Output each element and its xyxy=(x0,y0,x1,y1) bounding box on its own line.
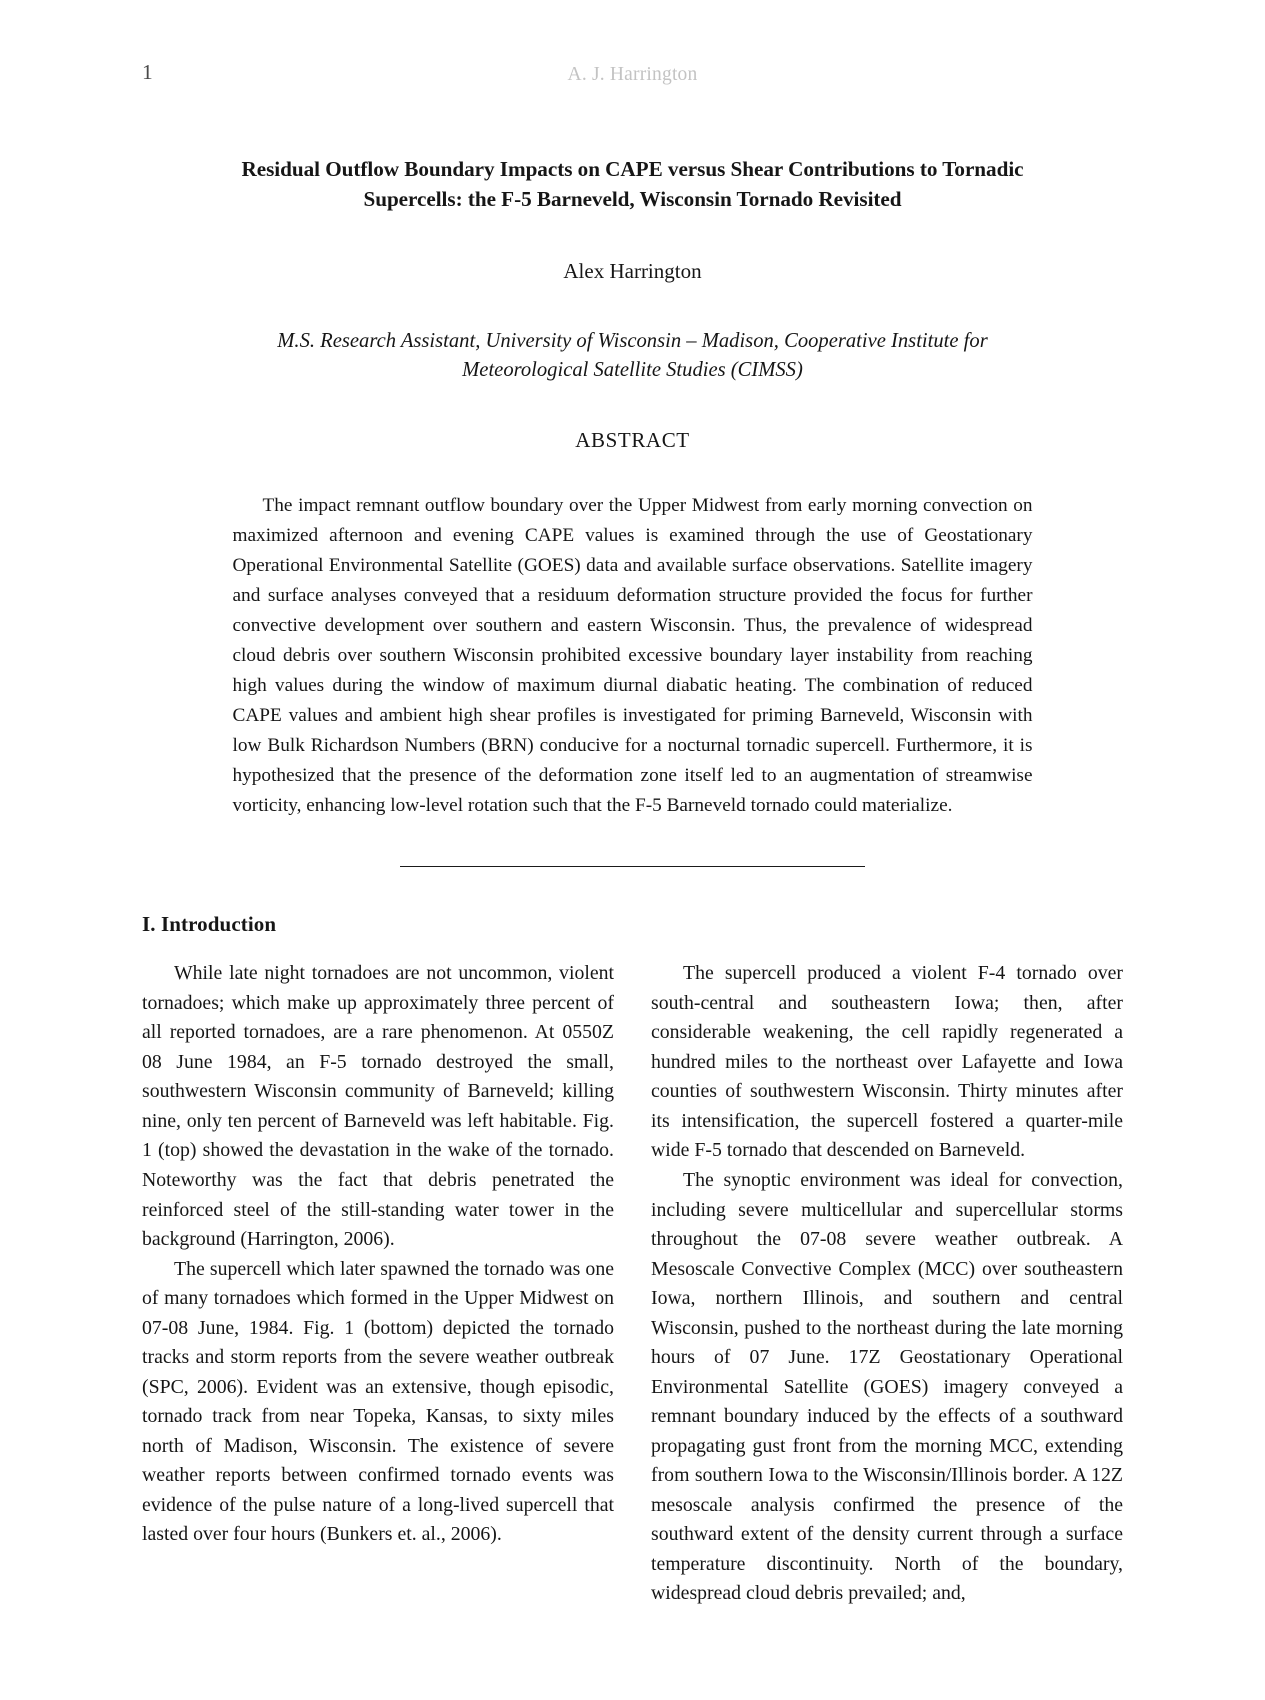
author-name: Alex Harrington xyxy=(563,259,702,284)
author-affiliation: M.S. Research Assistant, University of Wisconsin – Madison, Cooperative Institute for Meteorological Satellite Studies (CIMSS) xyxy=(277,329,988,382)
section-divider-wrap xyxy=(142,857,1123,875)
page-number: 1 xyxy=(142,60,153,84)
horizontal-rule xyxy=(400,866,865,867)
document-page xyxy=(0,62,1265,1700)
column-right xyxy=(651,959,1123,1609)
paragraph: The synoptic environment was ideal for convection, including severe multicellular and supercellular storms throughout the 07-08 severe weather outbreak. A Mesoscale Convective Complex (MCC) over southeastern Iowa, northern Illinois, and southern and central Wisconsin, pushed to the northeast during the late morning hours of 07 June. 17Z Geostationary Operational Environmental Satellite (GOES) imagery conveyed a remnant boundary induced by the effects of a southward propagating gust front from the morning MCC, extending from southern Iowa to the Wisconsin/Illinois border. A 12Z mesoscale analysis confirmed the presence of the southward extent of the density current through a surface temperature discontinuity. North of the boundary, widespread cloud debris prevailed; and, xyxy=(651,1169,1123,1605)
abstract-body: The impact remnant outflow boundary over the Upper Midwest from early morning convection on maximized afternoon and evening CAPE values is examined through the use of Geostationary Operational Environmental Satellite (GOES) data and available surface observations. Satellite imagery and surface analyses conveyed that a residuum deformation structure provided the focus for further convective development over southern and eastern Wisconsin. Thus, the prevalence of widespread cloud debris over southern Wisconsin prohibited excessive boundary layer instability from reaching high values during the window of maximum diurnal diabatic heating. The combination of reduced CAPE values and ambient high shear profiles is investigated for priming Barneveld, Wisconsin with low Bulk Richardson Numbers (BRN) conducive for a nocturnal tornadic supercell. Furthermore, it is hypothesized that the presence of the deformation zone itself led to an augmentation of streamwise vorticity, enhancing low-level rotation such that the F-5 Barneveld tornado could materialize. xyxy=(232,495,1033,817)
running-header xyxy=(142,62,1123,114)
two-column-body xyxy=(142,959,1123,1609)
paragraph: While late night tornadoes are not uncommon, violent tornadoes; which make up approximately three percent of all reported tornadoes, are a rare phenomenon. At 0550Z 08 June 1984, an F-5 tornado destroyed the small, southwestern Wisconsin community of Barneveld; killing nine, only ten percent of Barneveld was left habitable. Fig. 1 (top) showed the devastation in the wake of the tornado. Noteworthy was the fact that debris penetrated the reinforced steel of the still-standing water tower in the background (Harrington, 2006). xyxy=(142,962,614,1251)
section-heading-introduction: I. Introduction xyxy=(142,912,277,937)
paragraph: The supercell produced a violent F-4 tornado over south-central and southeastern Iowa; then, after considerable weakening, the cell rapidly regenerated a hundred miles to the northeast over Lafayette and Iowa counties of southwestern Wisconsin. Thirty minutes after its intensification, the supercell fostered a quarter-mile wide F-5 tornado that descended on Barneveld. xyxy=(651,962,1123,1162)
abstract-heading: ABSTRACT xyxy=(575,428,690,453)
column-left xyxy=(142,959,614,1609)
running-title: A. J. Harrington xyxy=(567,64,698,85)
page-title: Residual Outflow Boundary Impacts on CAPE versus Shear Contributions to Tornadic Supercells: the F-5 Barneveld, Wisconsin Tornado Revisited xyxy=(241,157,1024,212)
paragraph: The supercell which later spawned the tornado was one of many tornadoes which formed in the Upper Midwest on 07-08 June, 1984. Fig. 1 (bottom) depicted the tornado tracks and storm reports from the severe weather outbreak (SPC, 2006). Evident was an extensive, though episodic, tornado track from near Topeka, Kansas, to sixty miles north of Madison, Wisconsin. The existence of severe weather reports between confirmed tornado events was evidence of the pulse nature of a long-lived supercell that lasted over four hours (Bunkers et. al., 2006). xyxy=(142,1257,614,1546)
